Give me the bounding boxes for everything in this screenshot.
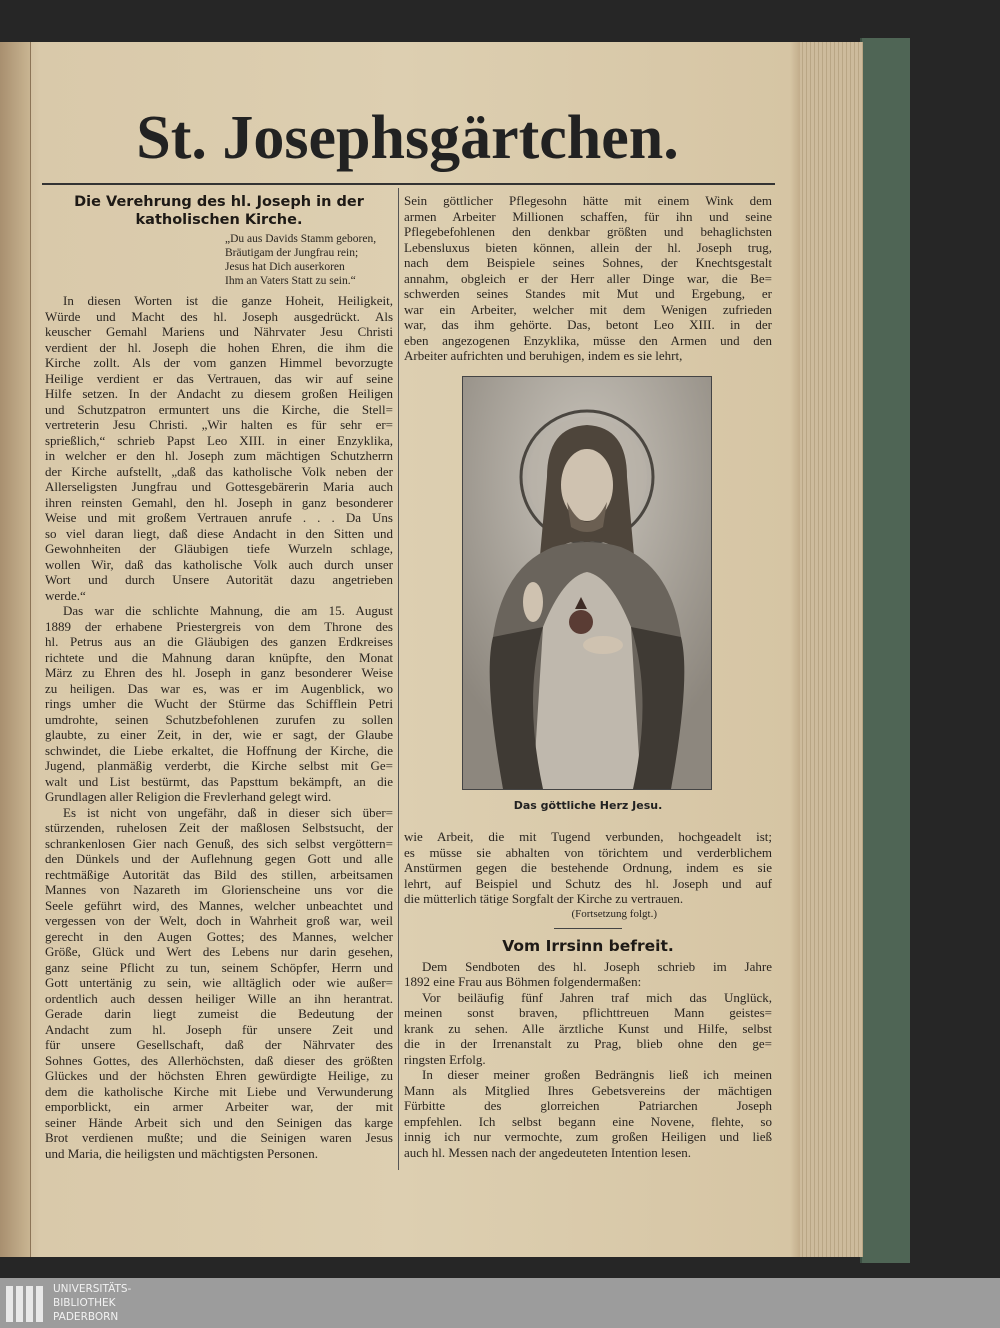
text-line: emporblickt, ein armer Arbeiter war, der mit xyxy=(45,1099,393,1114)
text-line: sprießlich,“ schrieb Papst Leo XIII. in einer Enzyklika, xyxy=(45,432,393,448)
text-line: Lebensluxus bieten können, allein der hl. Joseph trug, xyxy=(404,239,772,255)
text-line: eben angezogenen Enzyklika, müsse den Armen und den xyxy=(404,332,772,348)
right-column-top xyxy=(404,193,772,364)
text-line: keuscher Gemahl Mariens und Nährvater Jesu Christi xyxy=(45,324,393,339)
text-line: dem die katholische Kirche mit Liebe und Verwunderung xyxy=(45,1083,393,1099)
text-line: Gott untertänig zu sein, wie alltäglich oder wie außer= xyxy=(45,975,393,990)
text-line: glaubte, zu einer Zeit, in der, wie er sagt, der Glaube xyxy=(45,727,393,742)
text-line: schwindet, die Liebe erkaltet, die Hoffnung der Kirche, die xyxy=(45,742,393,758)
text-line: stürzenden, ruhelosen Zeit der maßlosen Selbstsucht, der xyxy=(45,820,393,835)
page-title: St. Josephsgärtchen. xyxy=(136,104,679,172)
text-line: Pflegebefohlenen den denkbar größten und behaglichsten xyxy=(404,224,772,239)
text-line: auch hl. Messen nach der angedeuteten Intention lesen. xyxy=(404,1144,691,1160)
text-line: 1889 der erhabene Priestergreis von dem Throne des xyxy=(45,618,393,634)
text-line: Brot verdienen mußte; und die Seinigen waren Jesus xyxy=(45,1130,393,1145)
text-line: Vor beiläufig fünf Jahren traf mich das Unglück, xyxy=(422,989,772,1005)
text-line: Dem Sendboten des hl. Joseph schrieb im Jahre xyxy=(422,958,772,974)
epigraph-poem xyxy=(45,232,393,288)
text-line: den Dünkels und der Auflehnung gegen Gott und alle xyxy=(45,851,393,866)
library-logo-text xyxy=(53,1282,131,1324)
article2-body xyxy=(404,959,772,1161)
text-line: Wort und durch Unsere Autorität dazu angetrieben xyxy=(45,572,393,587)
text-line: Anstürmen gegen die bestehende Ordnung, indem es sie xyxy=(404,860,772,875)
text-line: Größe, Glück und Wert des Lebens nur darin gesehen, xyxy=(45,944,393,959)
text-line: nach dem Beispiele seines Sohnes, der Knechtsgestalt xyxy=(404,255,772,270)
right-column-bottom xyxy=(404,829,772,1160)
to-be-continued-note: (Fortsetzung folgt.) xyxy=(571,907,657,920)
text-line: Mannes von Nazareth im Glorienscheine uns vor die xyxy=(45,882,393,897)
text-line: ganz seine Pflicht zu tun, seinem Schöpfer, Herrn und xyxy=(45,959,393,975)
text-line: empfehlen. Ich selbst begann eine Novene, flehte, so xyxy=(404,1113,772,1129)
text-line: verdient der hl. Joseph die hohen Ehren, die ihm die xyxy=(45,339,393,355)
logo-line: PADERBORN xyxy=(53,1311,119,1323)
text-line: in welcher er den hl. Joseph zum mächtigen Schutzherrn xyxy=(45,448,393,463)
text-line: Mann als Mitglied Ihres Gebetsvereins der mächtigen xyxy=(404,1082,772,1098)
text-line: ihren reinsten Gemahl, den hl. Joseph in ganz besonderer xyxy=(45,494,393,510)
library-logo-icon xyxy=(6,1286,46,1327)
text-line: Weise und mit großem Vertrauen anrufe . . . Da Uns xyxy=(45,510,393,525)
column-divider xyxy=(398,188,399,1170)
text-line: Sohnes Gottes, des Allerhöchsten, daß dieser des größten xyxy=(45,1052,393,1068)
text-line: meinen sonst braven, pflichttreuen Mann geistes= xyxy=(404,1005,772,1020)
text-line: war ein Arbeiter, welcher mit dem Wenigen zufrieden xyxy=(404,301,772,317)
text-line: so viel daran liegt, daß diese Andacht in den Sitten und xyxy=(45,525,393,541)
section-rule xyxy=(554,928,622,929)
logo-line: UNIVERSITÄTS- xyxy=(53,1283,132,1295)
text-line: der Kirche aufstellt, „daß das katholische Volk neben der xyxy=(45,463,393,479)
text-line: In diesen Worten ist die ganze Hoheit, Heiligkeit, xyxy=(63,293,393,308)
text-line: die in der Irrenanstalt zu Prag, blieb ohne den ge= xyxy=(404,1036,772,1051)
poem-line: Bräutigam der Jungfrau rein; xyxy=(225,247,359,259)
article2-heading: Vom Irrsinn befreit. xyxy=(502,936,674,955)
poem-line: „Du aus Davids Stamm geboren, xyxy=(225,233,377,245)
heading-line: katholischen Kirche. xyxy=(135,212,303,228)
text-line: Kirche zollt. Als der vom ganzen Himmel bevorzugte xyxy=(45,355,393,370)
text-line: wie Arbeit, die mit Tugend verbunden, hochgeadelt ist; xyxy=(404,829,772,844)
text-line: walt und List bestürmt, das Papsttum bekämpft, an die xyxy=(45,773,393,789)
poem-line: Ihm an Vaters Statt zu sein.“ xyxy=(225,275,356,287)
text-line: vergessen von der Welt, doch in Wahrheit groß war, weil xyxy=(45,913,393,928)
text-line: ordentlich auch dessen heiliger Wille an ihn herantrat. xyxy=(45,990,393,1006)
text-line: werde.“ xyxy=(45,587,86,603)
text-line: und Maria, die heiligsten und mächtigsten Personen. xyxy=(45,1145,318,1161)
text-line: Heilige verdient er das Vertrauen, das wir auf seine xyxy=(45,370,393,386)
text-line: rechtmäßige Autorität das Bild des stillen, arbeitsamen xyxy=(45,866,393,882)
text-line: innig ich nur vermochte, zum großen Heiligen und ließ xyxy=(404,1129,772,1144)
text-line: Gewohnheiten der Gläubigen tiefe Wurzeln schlage, xyxy=(45,541,393,556)
text-line: Gerade darin liegt zumeist die Bedeutung der xyxy=(45,1006,393,1021)
heading-line: Die Verehrung des hl. Joseph in der xyxy=(74,194,364,210)
text-line: März zu Ehren des hl. Joseph in ganz besonderer Weise xyxy=(45,665,393,680)
poem-line: Jesus hat Dich auserkoren xyxy=(225,261,345,273)
text-line: lehrt, auf Beispiel und Schutz des hl. Joseph und auf xyxy=(404,875,772,891)
article-heading xyxy=(45,193,393,229)
text-line: Es ist nicht von ungefähr, daß in dieser sich über= xyxy=(63,804,393,820)
article-continuation xyxy=(404,829,772,907)
previous-page-edge xyxy=(0,42,31,1257)
left-column xyxy=(45,193,393,1161)
text-line: es müsse sie abhalten von törichtem und verderblichem xyxy=(404,844,772,860)
text-line: annahm, obgleich er der Herr aller Dinge war, die Be= xyxy=(404,270,772,286)
library-footer xyxy=(0,1278,1000,1328)
title-rule xyxy=(42,183,775,185)
text-line: und Schutzpatron ermuntert uns die Kirche, die Stell= xyxy=(45,401,393,417)
text-line: Würde und Macht des hl. Joseph ausgedrückt. Als xyxy=(45,308,393,324)
text-line: Glückes und der höchsten Ehren gewürdigte Heilige, zu xyxy=(45,1068,393,1083)
text-line: Hilfe setzen. In der Andacht zu diesem großen Heiligen xyxy=(45,386,393,401)
text-line: 1892 eine Frau aus Böhmen folgendermaßen: xyxy=(404,974,642,989)
text-line: armen Arbeiter Millionen schaffen, für ihn und seine xyxy=(404,208,772,224)
text-line: In dieser meiner großen Bedrängnis ließ ich meinen xyxy=(422,1067,772,1082)
text-line: Das war die schlichte Mahnung, die am 15. August xyxy=(63,603,393,618)
text-line: die mütterlich tätige Sorgfalt der Kirche zu vertrauen. xyxy=(404,891,684,906)
logo-line: BIBLIOTHEK xyxy=(53,1297,116,1309)
text-line: Jugend, planmäßig verderbt, die Kirche selbst mit Ge= xyxy=(45,758,393,773)
book-cover xyxy=(860,38,910,1263)
text-line: krank zu sehen. Alle ärztliche Kunst und Hilfe, selbst xyxy=(404,1020,772,1036)
text-line: Sein göttlicher Pflegesohn hätte mit einem Wink dem xyxy=(404,193,772,208)
text-line: gerecht in den Augen Gottes; des Mannes, welcher xyxy=(45,928,393,944)
text-line: für unsere Gesellschaft, daß der Nährvater des xyxy=(45,1037,393,1052)
text-line: Allerseligsten Jungfrau und Gottesgebärerin Maria auch xyxy=(45,479,393,494)
text-line: wollen Wir, daß das katholische Volk auch durch unser xyxy=(45,556,393,572)
page-edges xyxy=(795,42,863,1257)
text-line: Seele geführt wird, des Mannes, welcher unbeachtet und xyxy=(45,897,393,913)
text-line: umdrohte, seinen Schutzbefohlenen zurufen zu sollen xyxy=(45,711,393,727)
sacred-heart-illustration xyxy=(462,376,712,790)
text-line: richtete und die Mahnung daran knüpfte, den Monat xyxy=(45,649,393,665)
text-line: seiner Hände Arbeit sich und den Seinigen das karge xyxy=(45,1114,393,1130)
text-line: schwerden seines Standes mit Mut und Ergebung, er xyxy=(404,286,772,301)
illustration-caption: Das göttliche Herz Jesu. xyxy=(513,799,663,812)
text-line: war, das ihm gehörte. Das, betont Leo XIII. in der xyxy=(404,317,772,332)
text-line: ringsten Erfolg. xyxy=(404,1051,486,1067)
text-line: Fürbitte des glorreichen Patriarchen Joseph xyxy=(404,1098,772,1113)
text-line: rings umher die Wucht der Stürme das Schifflein Petri xyxy=(45,696,393,711)
text-line: zu heiligen. Das war es, was er im Augenblick, wo xyxy=(45,680,393,696)
text-line: hl. Petrus aus an die Gläubigen des ganzen Erdkreises xyxy=(45,634,393,649)
text-line: Arbeiter aufrichten und beruhigen, indem es sie lehrt, xyxy=(404,348,683,363)
text-line: Andacht zum hl. Joseph für unsere Zeit und xyxy=(45,1021,393,1037)
text-line: schrankenlosen Gier nach Genuß, des sich selbst vergöttern= xyxy=(45,835,393,851)
article-body xyxy=(45,293,393,1161)
text-line: vertreterin Jesu Christi. „Wir halten es für sehr er= xyxy=(45,417,393,432)
text-line: Grundlagen aller Religion die Frevlerhand gelegt wird. xyxy=(45,789,332,804)
